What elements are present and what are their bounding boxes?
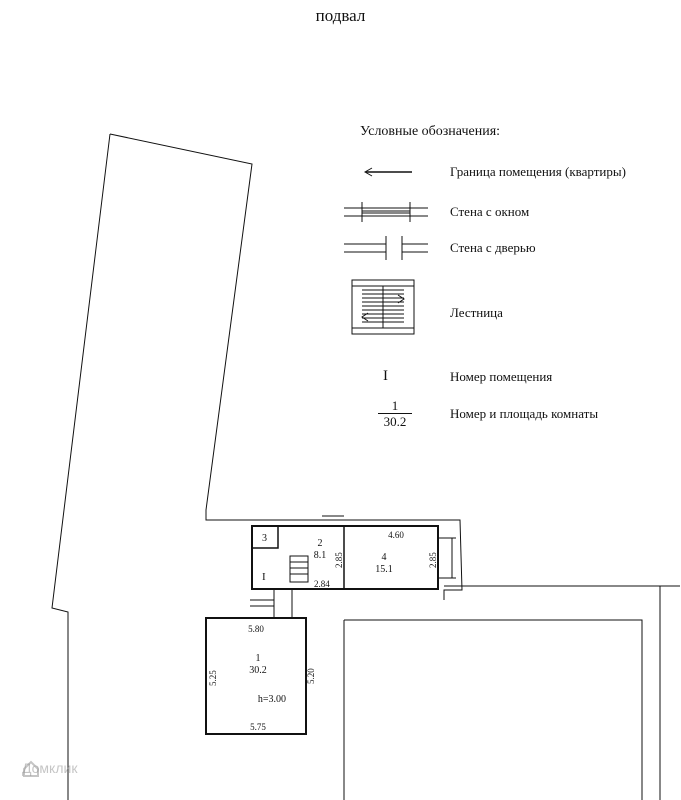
room-2-area: 8.1 <box>313 550 327 561</box>
wall-window-icon <box>344 202 428 222</box>
room-1-area: 30.2 <box>249 665 267 676</box>
room-area-symbol-area: 30.2 <box>383 414 407 429</box>
page-title: подвал <box>315 6 366 25</box>
house-logo-icon <box>22 760 40 778</box>
room-4-depth-dim: 2.85 <box>428 552 438 568</box>
room-1-number: 1 <box>255 653 261 664</box>
building-outline <box>52 134 680 800</box>
boundary-arrow-icon <box>365 168 412 176</box>
legend-label-room-area: Номер и площадь комнаты <box>450 406 599 421</box>
legend-label-boundary: Граница помещения (квартиры) <box>450 164 626 179</box>
room-1-top-dim: 5.80 <box>248 624 264 634</box>
room-1 <box>206 618 306 734</box>
legend-label-window-wall: Стена с окном <box>450 204 530 219</box>
legend-heading: Условные обозначения: <box>360 124 501 139</box>
room-2-width-dim: 2.84 <box>314 579 330 589</box>
legend-label-stairs: Лестница <box>450 305 503 320</box>
room-2-number: 2 <box>317 538 323 549</box>
room-1-height: h=3.00 <box>257 694 287 705</box>
premise-number: I <box>262 571 266 583</box>
room-4-number: 4 <box>381 552 387 563</box>
legend-label-door-wall: Стена с дверью <box>450 240 536 255</box>
room-2-depth-dim: 2.85 <box>334 552 344 568</box>
room-1-left-dim: 5.25 <box>208 670 218 686</box>
rooms-2-3-4 <box>250 516 456 618</box>
room-3-number: 3 <box>262 533 267 544</box>
wall-door-icon <box>344 236 428 260</box>
room-1-bottom-dim: 5.75 <box>250 722 266 732</box>
legend-label-room-number: Номер помещения <box>450 369 553 384</box>
room-4-area: 15.1 <box>375 564 393 575</box>
room-area-symbol-number: 1 <box>378 398 412 414</box>
room-number-symbol: I <box>383 368 388 384</box>
room-4-width-dim: 4.60 <box>388 530 404 540</box>
watermark-text: Домклик <box>22 760 78 776</box>
plan-labels <box>208 530 438 732</box>
watermark <box>22 760 77 776</box>
room-1-right-dim: 5.20 <box>306 668 316 684</box>
stairs-icon <box>352 280 414 334</box>
